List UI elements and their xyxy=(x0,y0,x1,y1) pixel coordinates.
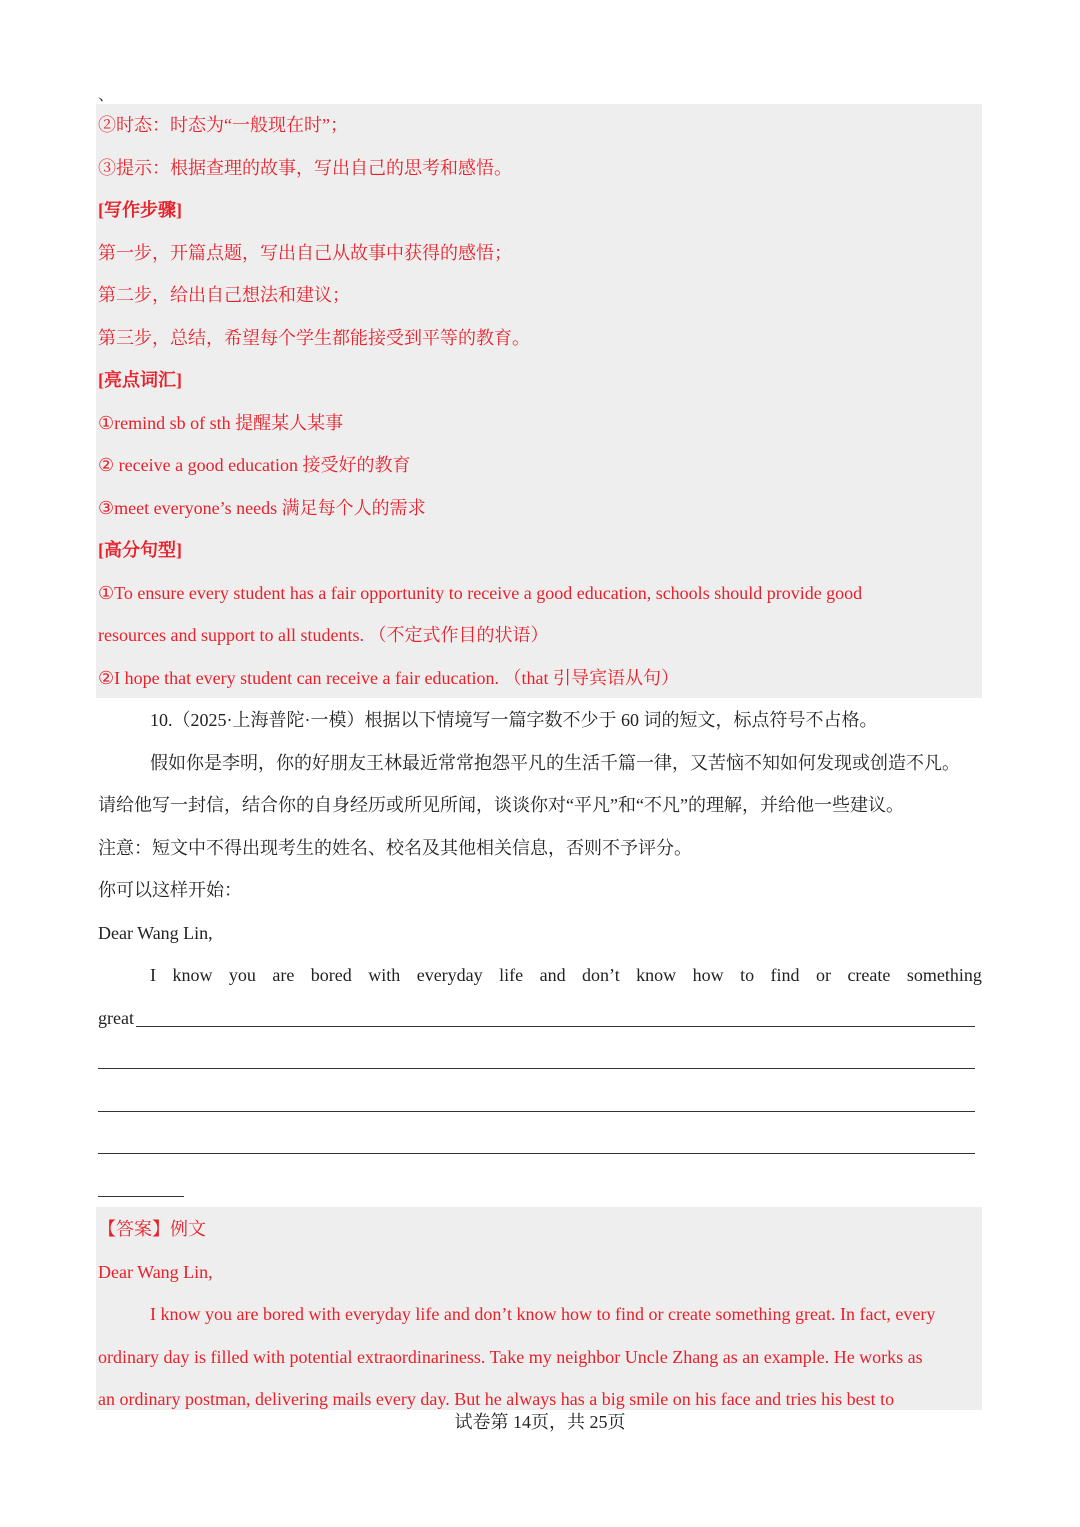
page-footer: 试卷第 14页，共 25页 xyxy=(454,1412,626,1432)
answer-line-2: ordinary day is filled with potential extraordinariness. Take my neighbor Uncle Zhang as an example. He works as xyxy=(98,1347,923,1367)
word: I xyxy=(150,965,156,985)
heading-sentence-patterns: [高分句型] xyxy=(98,540,182,560)
answer-line-3: an ordinary postman, delivering mails every day. But he always has a big smile on his face and tries his best to xyxy=(98,1389,895,1409)
heading-vocabulary: [亮点词汇] xyxy=(98,370,182,390)
question-10-stem: 10.（2025·上海普陀·一模）根据以下情境写一篇字数不少于 60 词的短文，标点符号不占格。 xyxy=(150,710,878,730)
question-note: 注意：短文中不得出现考生的姓名、校名及其他相关信息，否则不予评分。 xyxy=(98,838,692,858)
analysis-hint: ③提示：根据查理的故事，写出自己的思考和感悟。 xyxy=(98,158,512,178)
heading-writing-steps: [写作步骤] xyxy=(98,200,182,220)
step-two: 第二步，给出自己想法和建议； xyxy=(98,285,350,305)
word: everyday xyxy=(416,965,483,985)
answer-label: 【答案】例文 xyxy=(98,1219,206,1239)
answer-salutation: Dear Wang Lin, xyxy=(98,1262,213,1282)
question-start-hint: 你可以这样开始： xyxy=(98,880,242,900)
answer-blank-line xyxy=(98,1068,975,1069)
word: life xyxy=(499,965,524,985)
word: know xyxy=(172,965,213,985)
word: bored xyxy=(310,965,352,985)
word: something xyxy=(906,965,982,985)
word: create xyxy=(847,965,891,985)
analysis-background xyxy=(96,104,982,698)
word: find xyxy=(770,965,800,985)
word: or xyxy=(815,965,831,985)
vocab-item-1: ①remind sb of sth 提醒某人某事 xyxy=(98,413,344,433)
analysis-tense: ②时态：时态为“一般现在时”； xyxy=(98,115,348,135)
question-scenario-line-1: 假如你是李明，你的好朋友王林最近常常抱怨平凡的生活千篇一律，又苦恼不知如何发现或创造不凡。 xyxy=(150,753,960,773)
word: don’t xyxy=(582,965,620,985)
sentence-pattern-2: ②I hope that every student can receive a fair education. （that 引导宾语从句） xyxy=(98,668,679,688)
sentence-pattern-1b: resources and support to all students. （不定式作目的状语） xyxy=(98,625,549,645)
letter-opening-line xyxy=(150,963,982,987)
answer-blank-line xyxy=(98,1111,975,1112)
letter-salutation: Dear Wang Lin, xyxy=(98,923,213,943)
step-three: 第三步，总结，希望每个学生都能接受到平等的教育。 xyxy=(98,328,530,348)
answer-line-1: I know you are bored with everyday life and don’t know how to find or create something great. In fact, every xyxy=(150,1304,936,1324)
question-scenario-line-2: 请给他写一封信，结合你的自身经历或所见所闻，谈谈你对“平凡”和“不凡”的理解，并给他一些建议。 xyxy=(98,795,904,815)
word: you xyxy=(228,965,256,985)
answer-blank-line xyxy=(98,1196,184,1197)
punctuation-mark: 、 xyxy=(98,87,115,104)
word: know xyxy=(636,965,677,985)
step-one: 第一步，开篇点题，写出自己从故事中获得的感悟； xyxy=(98,243,512,263)
answer-blank-line xyxy=(98,1153,975,1154)
vocab-item-3: ③meet everyone’s needs 满足每个人的需求 xyxy=(98,498,426,518)
sentence-pattern-1a: ①To ensure every student has a fair opportunity to receive a good education, schools should provide good xyxy=(98,583,863,603)
word: and xyxy=(539,965,566,985)
word: how xyxy=(692,965,724,985)
word: are xyxy=(272,965,295,985)
letter-opening-end: great xyxy=(98,1008,134,1028)
word: to xyxy=(740,965,755,985)
word: with xyxy=(368,965,401,985)
vocab-item-2: ② receive a good education 接受好的教育 xyxy=(98,455,411,475)
answer-blank-line xyxy=(136,1026,975,1027)
